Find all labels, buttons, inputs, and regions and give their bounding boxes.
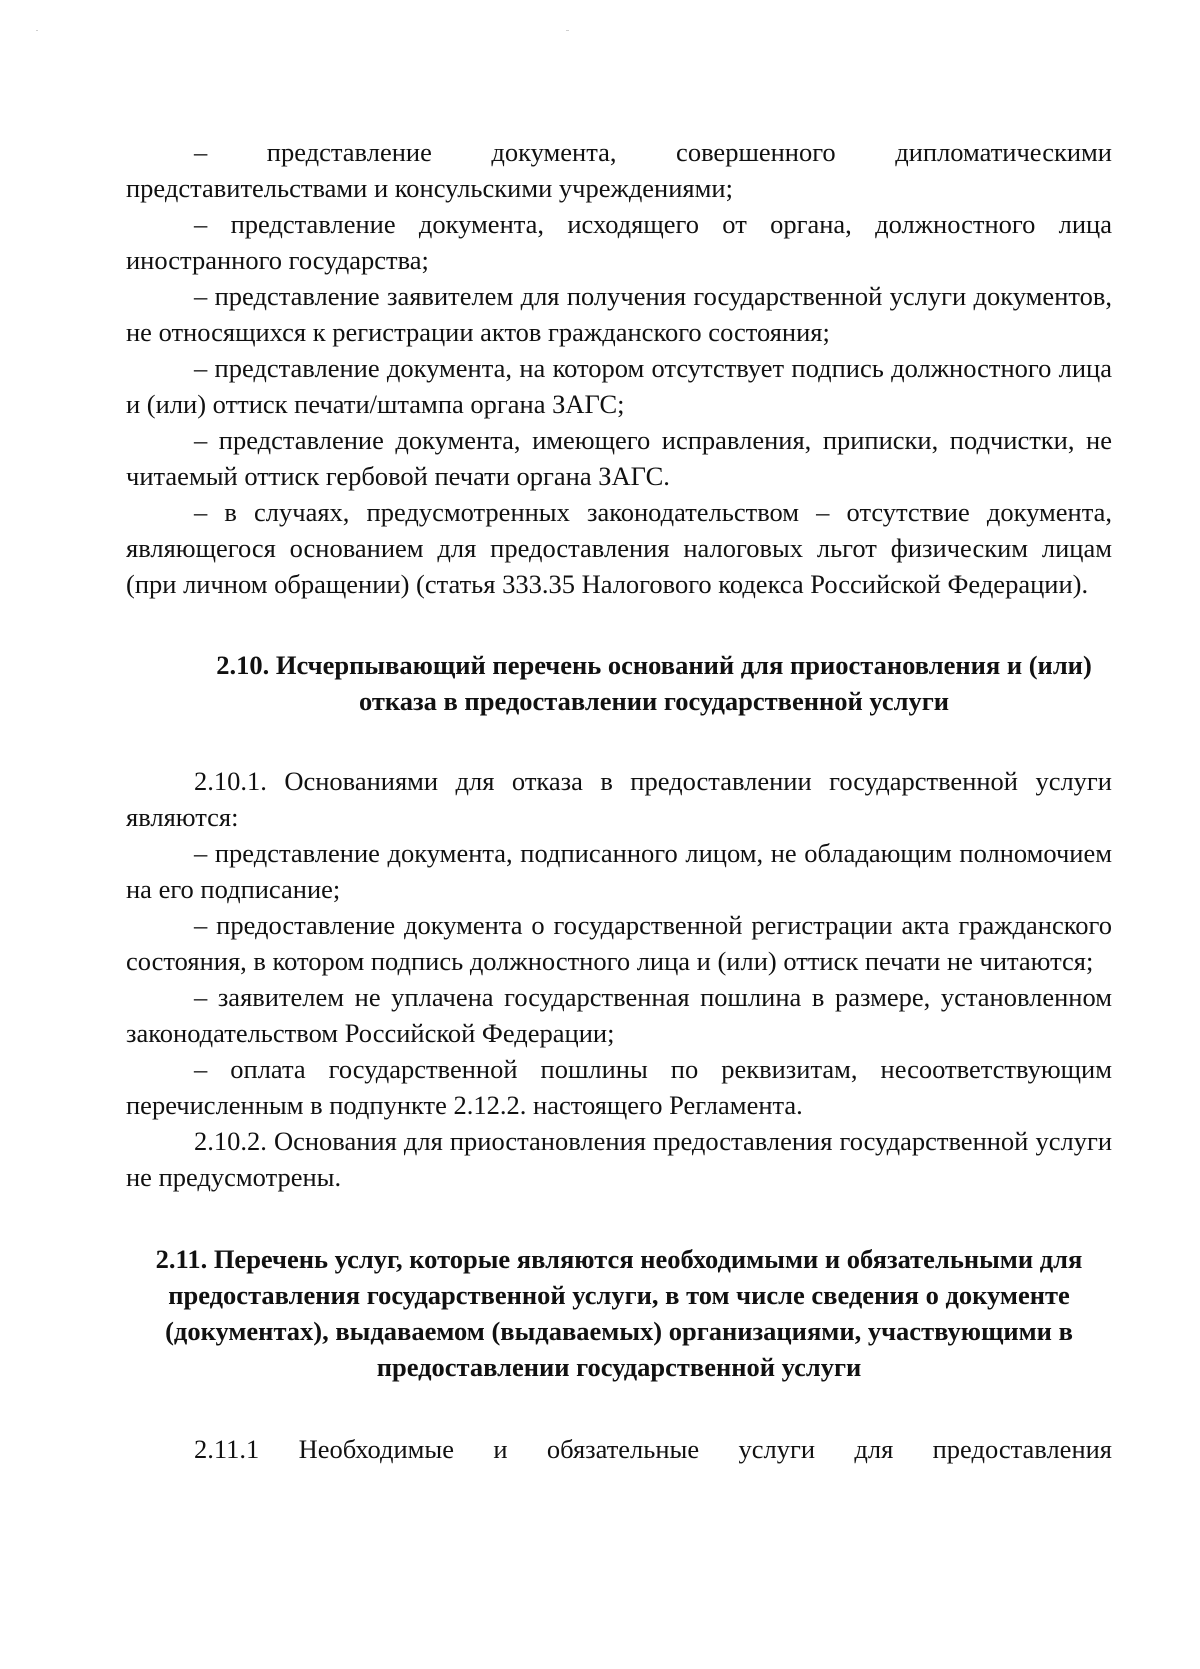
section-heading-2-10: 2.10. Исчерпывающий перечень оснований для приостановления и (или) отказа в предоставлении государственной услуги [216,650,1092,716]
scan-speck [566,30,569,31]
list-item: – представление документа, подписанного лицом, не обладающим полномочием на его подписание; [126,838,1112,904]
list-item: – заявителем не уплачена государственная пошлина в размере, установленном законодательством Российской Федерации; [126,982,1112,1048]
paragraph-2-11-1: 2.11.1 Необходимые и обязательные услуги для предоставления [194,1434,1112,1464]
paragraph-2-10-2: 2.10.2. Основания для приостановления предоставления государственной услуги не предусмотрены. [126,1126,1112,1192]
list-item: – представление заявителем для получения государственной услуги документов, не относящихся к регистрации актов гражданского состояния; [126,281,1112,347]
list-item: – представление документа, имеющего исправления, приписки, подчистки, не читаемый оттиск гербовой печати органа ЗАГС. [126,425,1112,491]
list-item: – представление документа, совершенного дипломатическими представительствами и консульскими учреждениями; [126,137,1112,203]
document-body [126,134,1112,1467]
list-item: – оплата государственной пошлины по реквизитам, несоответствующим перечисленным в подпункте 2.12.2. настоящего Регламента. [126,1054,1112,1120]
list-item: – в случаях, предусмотренных законодательством – отсутствие документа, являющегося основанием для предоставления налоговых льгот физическим лицам (при личном обращении) (статья 333.35 Налогового кодекса Российской Федерации). [126,497,1112,599]
list-item: – представление документа, на котором отсутствует подпись должностного лица и (или) оттиск печати/штампа органа ЗАГС; [126,353,1112,419]
list-item: – представление документа, исходящего от органа, должностного лица иностранного государства; [126,209,1112,275]
paragraph-2-10-1: 2.10.1. Основаниями для отказа в предоставлении государственной услуги являются: [126,766,1112,832]
section-heading-2-11: 2.11. Перечень услуг, которые являются необходимыми и обязательными для предоставления государственной услуги, в том числе сведения о документе (документах), выдаваемом (выдаваемых) организациями, участвующими в предоставлении государственной услуги [155,1244,1083,1382]
list-item: – предоставление документа о государственной регистрации акта гражданского состояния, в котором подпись должностного лица и (или) оттиск печати не читаются; [126,910,1112,976]
scan-speck [36,30,38,31]
